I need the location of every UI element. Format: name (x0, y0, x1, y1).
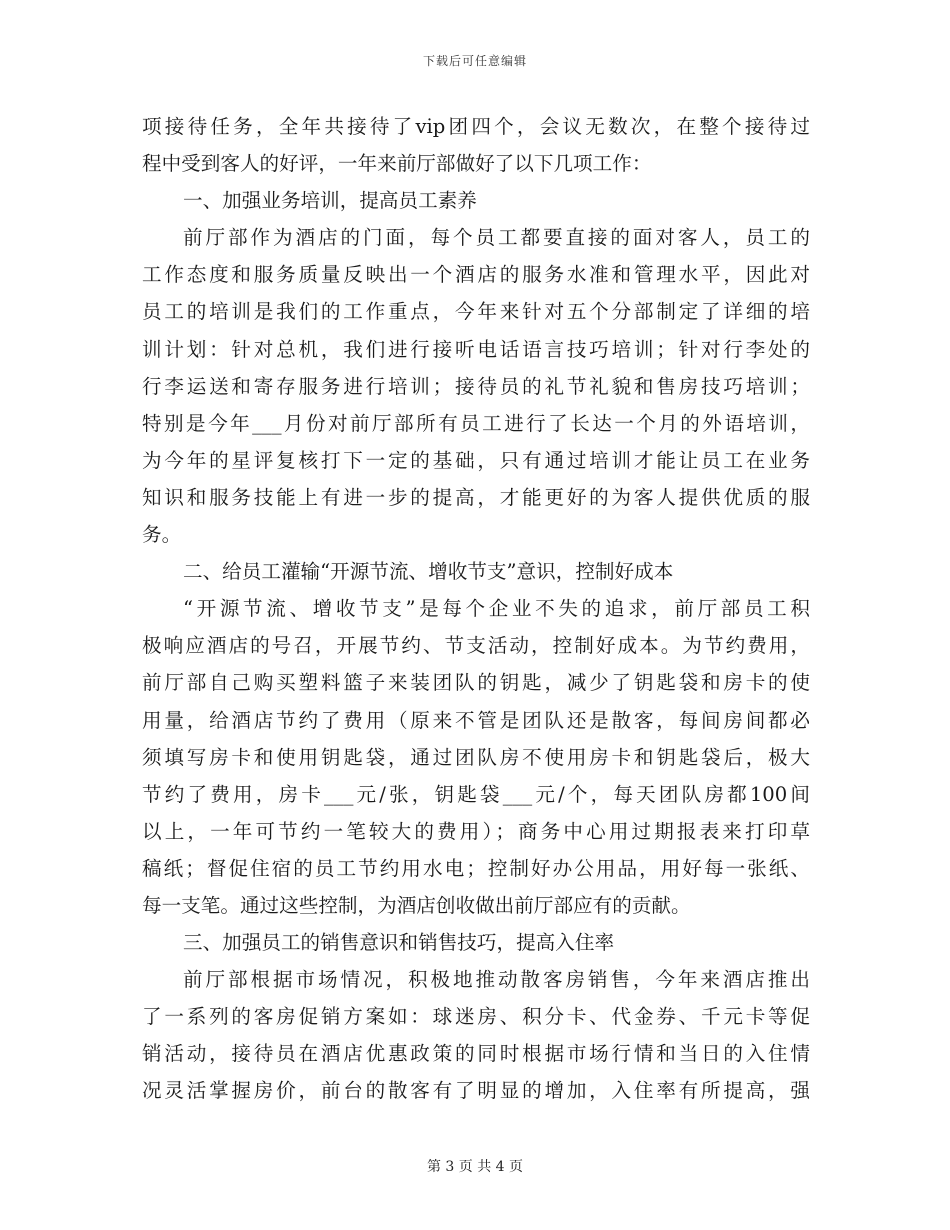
text-line: 程中受到客人的好评，一年来前厅部做好了以下几项工作： (142, 152, 652, 176)
text-line: 每一支笔。通过这些控制，为酒店创收做出前厅部应有的贡献。 (142, 893, 691, 917)
text-line: 行李运送和寄存服务进行培训；接待员的礼节礼貌和售房技巧培训； (142, 374, 810, 398)
text-line: 前厅部作为酒店的门面，每个员工都要直接的面对客人，员工的 (183, 226, 810, 250)
text-line: 一、加强业务培训，提高员工素养 (183, 189, 477, 213)
text-line: 前厅部自己购买塑料篮子来装团队的钥匙，减少了钥匙袋和房卡的使 (142, 671, 810, 695)
text-line: 以上，一年可节约一笔较大的费用）；商务中心用过期报表来打印草 (142, 819, 810, 843)
text-line: “开源节流、增收节支”是每个企业不失的追求，前厅部员工积 (183, 597, 810, 621)
text-line: 工作态度和服务质量反映出一个酒店的服务水准和管理水平，因此对 (142, 263, 810, 287)
page-footer: 第 3 页 共 4 页 (426, 1159, 524, 1175)
text-line: 训计划：针对总机，我们进行接听电话语言技巧培训；针对行李处的 (142, 337, 810, 361)
text-line: 极响应酒店的号召，开展节约、节支活动，控制好成本。为节约费用， (142, 634, 810, 658)
text-line: 为今年的星评复核打下一定的基础，只有通过培训才能让员工在业务 (142, 448, 810, 472)
text-line: 了一系列的客房促销方案如：球迷房、积分卡、代金券、千元卡等促 (142, 1005, 810, 1029)
text-line: 项接待任务，全年共接待了vip团四个，会议无数次，在整个接待过 (142, 115, 810, 138)
text-line: 二、给员工灌输“开源节流、增收节支”意识，控制好成本 (183, 560, 674, 584)
text-line: 须填写房卡和使用钥匙袋，通过团队房不使用房卡和钥匙袋后，极大 (142, 745, 810, 769)
text-line: 员工的培训是我们的工作重点，今年来针对五个分部制定了详细的培 (142, 300, 810, 324)
text-line: 况灵活掌握房价，前台的散客有了明显的增加，入住率有所提高，强 (142, 1079, 810, 1103)
text-line: 节约了费用，房卡___元/张，钥匙袋___元/个，每天团队房都100间 (142, 782, 810, 806)
document-body (142, 108, 810, 1110)
text-line: 务。 (142, 523, 182, 547)
text-line: 三、加强员工的销售意识和销售技巧，提高入住率 (183, 931, 615, 955)
text-line: 前厅部根据市场情况，积极地推动散客房销售，今年来酒店推出 (183, 968, 810, 992)
page-header: 下载后可任意编辑 (422, 54, 527, 68)
text-line: 销活动，接待员在酒店优惠政策的同时根据市场行情和当日的入住情 (142, 1042, 810, 1066)
text-line: 稿纸；督促住宿的员工节约用水电；控制好办公用品，用好每一张纸、 (142, 856, 810, 880)
text-line: 特别是今年___月份对前厅部所有员工进行了长达一个月的外语培训， (142, 411, 810, 435)
text-line: 知识和服务技能上有进一步的提高，才能更好的为客人提供优质的服 (142, 485, 810, 509)
text-line: 用量，给酒店节约了费用（原来不管是团队还是散客，每间房间都必 (142, 708, 810, 732)
